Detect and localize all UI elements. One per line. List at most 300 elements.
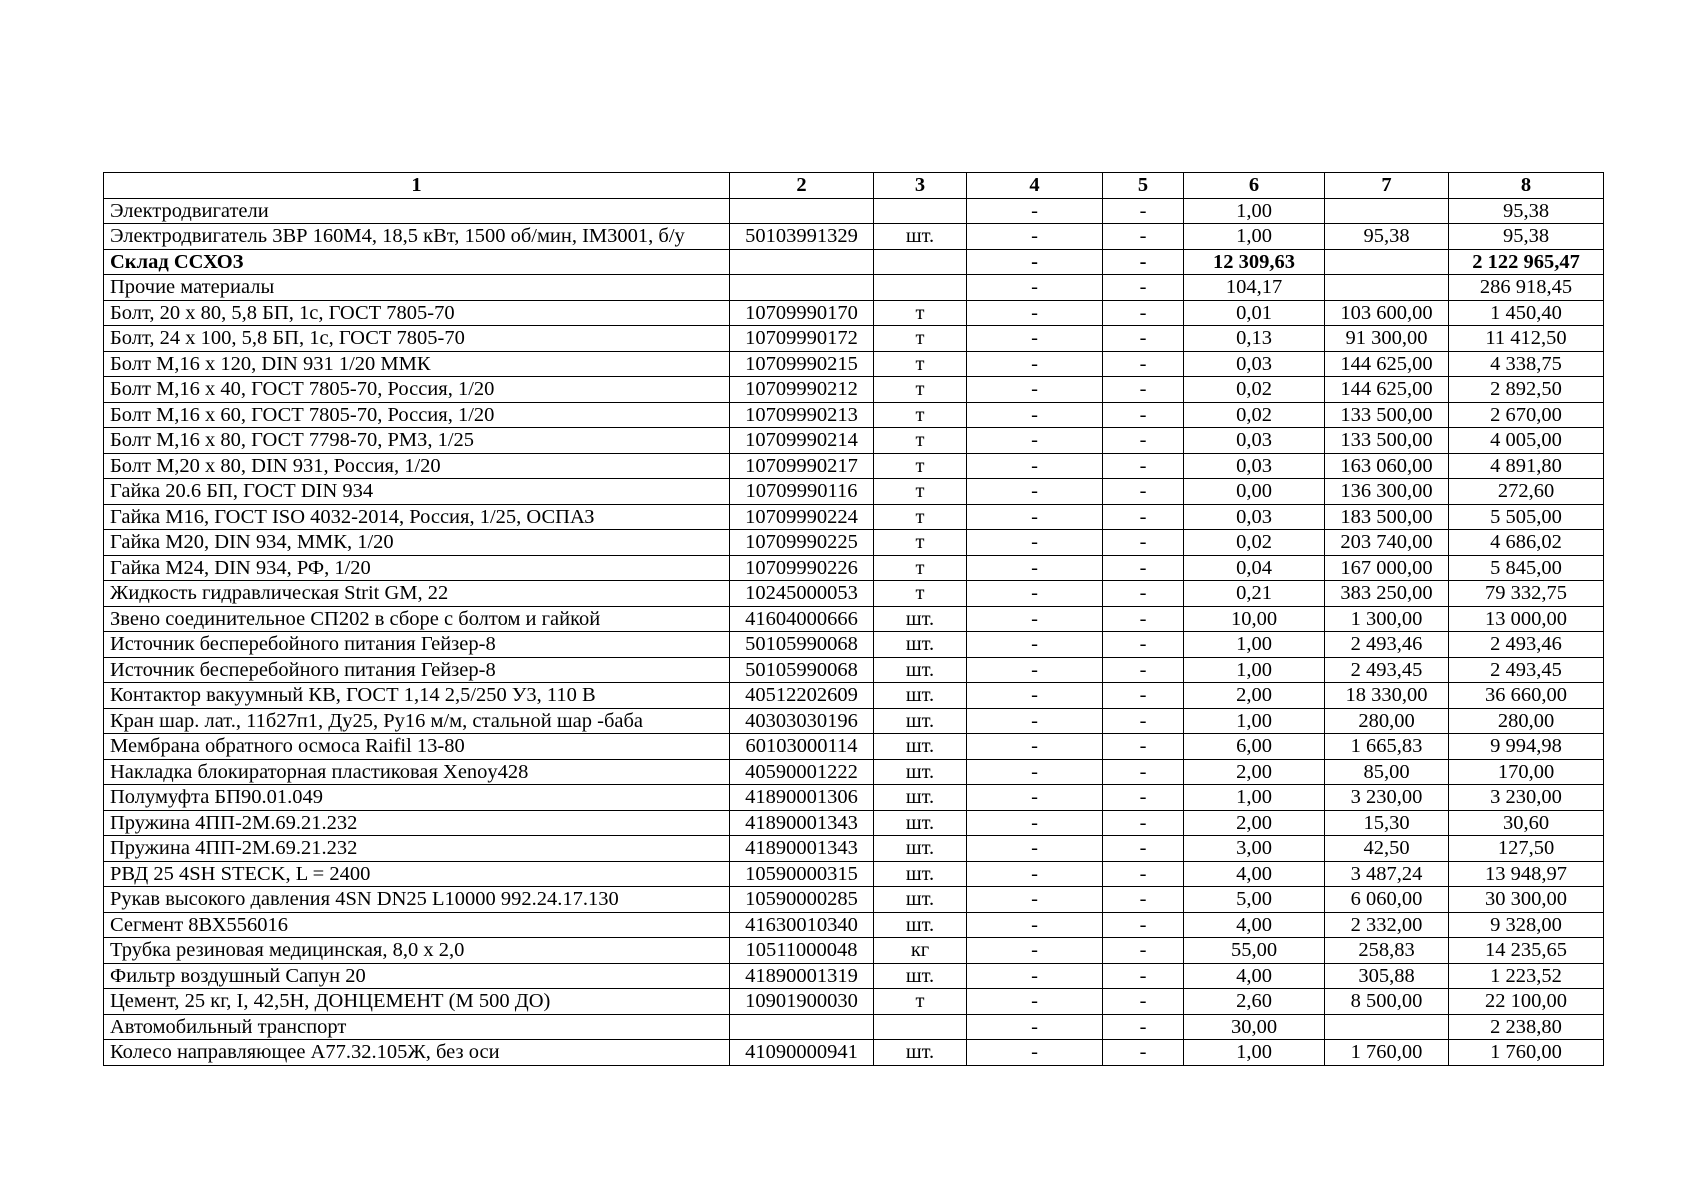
item-sum-cell: 4 891,80 [1449,453,1604,479]
item-code-cell: 41890001343 [730,836,874,862]
item-name-cell: Накладка блокираторная пластиковая Xenoy428 [104,759,730,785]
item-sum-cell: 11 412,50 [1449,326,1604,352]
item-sum-cell: 5 845,00 [1449,555,1604,581]
item-price-cell [1325,249,1449,275]
item-quantity-cell: 0,21 [1184,581,1325,607]
column-5-cell: - [1103,326,1184,352]
item-quantity-cell: 2,60 [1184,989,1325,1015]
item-name-cell: Гайка 20.6 БП, ГОСТ DIN 934 [104,479,730,505]
item-unit-cell: кг [874,938,967,964]
column-4-cell: - [967,479,1103,505]
item-price-cell: 42,50 [1325,836,1449,862]
item-price-cell: 203 740,00 [1325,530,1449,556]
column-5-cell: - [1103,377,1184,403]
item-code-cell: 40303030196 [730,708,874,734]
item-name-cell: Болт М,16 х 120, DIN 931 1/20 ММК [104,351,730,377]
table-row [104,708,1604,734]
header-cell-2: 2 [730,173,874,199]
item-price-cell: 85,00 [1325,759,1449,785]
column-4-cell: - [967,785,1103,811]
header-cell-3: 3 [874,173,967,199]
table-row [104,912,1604,938]
item-unit-cell: шт. [874,861,967,887]
item-price-cell: 133 500,00 [1325,428,1449,454]
item-price-cell: 305,88 [1325,963,1449,989]
item-quantity-cell: 1,00 [1184,1040,1325,1066]
item-unit-cell: шт. [874,632,967,658]
item-sum-cell: 272,60 [1449,479,1604,505]
header-cell-6: 6 [1184,173,1325,199]
item-unit-cell: шт. [874,224,967,250]
header-cell-7: 7 [1325,173,1449,199]
item-code-cell: 10709990225 [730,530,874,556]
item-code-cell: 10709990172 [730,326,874,352]
table-row [104,734,1604,760]
item-name-cell: Автомобильный транспорт [104,1014,730,1040]
item-code-cell: 41890001319 [730,963,874,989]
column-4-cell: - [967,734,1103,760]
column-5-cell: - [1103,224,1184,250]
item-code-cell: 10511000048 [730,938,874,964]
item-sum-cell: 2 670,00 [1449,402,1604,428]
item-code-cell: 10709990224 [730,504,874,530]
header-cell-4: 4 [967,173,1103,199]
item-code-cell: 10709990214 [730,428,874,454]
item-sum-cell: 4 686,02 [1449,530,1604,556]
item-unit-cell: т [874,479,967,505]
item-quantity-cell: 2,00 [1184,810,1325,836]
column-4-cell: - [967,632,1103,658]
column-5-cell: - [1103,989,1184,1015]
column-4-cell: - [967,555,1103,581]
item-name-cell: Жидкость гидравлическая Strit GM, 22 [104,581,730,607]
item-name-cell: Фильтр воздушный Сапун 20 [104,963,730,989]
item-quantity-cell: 0,03 [1184,351,1325,377]
table-row [104,989,1604,1015]
item-sum-cell: 1 450,40 [1449,300,1604,326]
item-price-cell: 15,30 [1325,810,1449,836]
item-name-cell: Пружина 4ПП-2М.69.21.232 [104,810,730,836]
item-name-cell: Склад ССХОЗ [104,249,730,275]
table-row [104,198,1604,224]
item-sum-cell: 5 505,00 [1449,504,1604,530]
item-code-cell: 41890001306 [730,785,874,811]
item-code-cell: 10709990217 [730,453,874,479]
item-unit-cell: шт. [874,606,967,632]
table-row [104,1040,1604,1066]
item-unit-cell: шт. [874,810,967,836]
item-name-cell: Гайка М20, DIN 934, ММК, 1/20 [104,530,730,556]
table-row [104,351,1604,377]
item-price-cell: 103 600,00 [1325,300,1449,326]
column-5-cell: - [1103,708,1184,734]
column-4-cell: - [967,836,1103,862]
column-5-cell: - [1103,861,1184,887]
item-sum-cell: 9 328,00 [1449,912,1604,938]
table-row [104,632,1604,658]
table-row [104,402,1604,428]
item-unit-cell [874,275,967,301]
item-price-cell: 3 230,00 [1325,785,1449,811]
item-price-cell [1325,275,1449,301]
table-row [104,836,1604,862]
item-quantity-cell: 5,00 [1184,887,1325,913]
item-quantity-cell: 3,00 [1184,836,1325,862]
item-price-cell: 383 250,00 [1325,581,1449,607]
item-name-cell: РВД 25 4SH STECK, L = 2400 [104,861,730,887]
item-name-cell: Контактор вакуумный КВ, ГОСТ 1,14 2,5/250 У3, 110 В [104,683,730,709]
item-code-cell: 10709990116 [730,479,874,505]
item-code-cell: 41090000941 [730,1040,874,1066]
item-price-cell: 280,00 [1325,708,1449,734]
item-sum-cell: 127,50 [1449,836,1604,862]
item-quantity-cell: 4,00 [1184,963,1325,989]
column-4-cell: - [967,989,1103,1015]
item-quantity-cell: 12 309,63 [1184,249,1325,275]
header-row [104,173,1604,199]
item-unit-cell: т [874,989,967,1015]
column-4-cell: - [967,657,1103,683]
column-5-cell: - [1103,198,1184,224]
item-sum-cell: 30 300,00 [1449,887,1604,913]
column-4-cell: - [967,530,1103,556]
item-name-cell: Болт М,20 х 80, DIN 931, Россия, 1/20 [104,453,730,479]
item-price-cell: 163 060,00 [1325,453,1449,479]
column-4-cell: - [967,606,1103,632]
item-code-cell [730,1014,874,1040]
table-row [104,377,1604,403]
item-price-cell: 95,38 [1325,224,1449,250]
item-name-cell: Болт М,16 х 80, ГОСТ 7798-70, РМЗ, 1/25 [104,428,730,454]
item-price-cell: 2 493,46 [1325,632,1449,658]
item-sum-cell: 286 918,45 [1449,275,1604,301]
item-name-cell: Электродвигатель 3ВР 160М4, 18,5 кВт, 1500 об/мин, IM3001, б/у [104,224,730,250]
table-row [104,581,1604,607]
item-unit-cell: шт. [874,657,967,683]
item-price-cell: 6 060,00 [1325,887,1449,913]
item-code-cell: 10590000285 [730,887,874,913]
item-sum-cell: 9 994,98 [1449,734,1604,760]
item-name-cell: Трубка резиновая медицинская, 8,0 х 2,0 [104,938,730,964]
item-unit-cell: т [874,453,967,479]
item-quantity-cell: 1,00 [1184,198,1325,224]
item-code-cell: 41604000666 [730,606,874,632]
item-quantity-cell: 0,04 [1184,555,1325,581]
table-row [104,224,1604,250]
item-sum-cell: 95,38 [1449,198,1604,224]
column-5-cell: - [1103,836,1184,862]
item-unit-cell: т [874,326,967,352]
item-code-cell: 40590001222 [730,759,874,785]
table-row [104,275,1604,301]
item-quantity-cell: 1,00 [1184,657,1325,683]
item-name-cell: Звено соединительное СП202 в сборе с болтом и гайкой [104,606,730,632]
column-4-cell: - [967,224,1103,250]
item-price-cell: 144 625,00 [1325,377,1449,403]
item-sum-cell: 280,00 [1449,708,1604,734]
column-4-cell: - [967,861,1103,887]
item-quantity-cell: 0,01 [1184,300,1325,326]
item-unit-cell: шт. [874,708,967,734]
item-name-cell: Цемент, 25 кг, I, 42,5Н, ДОНЦЕМЕНТ (М 500 ДО) [104,989,730,1015]
item-sum-cell: 2 493,45 [1449,657,1604,683]
item-sum-cell: 2 493,46 [1449,632,1604,658]
column-5-cell: - [1103,504,1184,530]
column-5-cell: - [1103,249,1184,275]
item-name-cell: Источник бесперебойного питания Гейзер-8 [104,632,730,658]
column-5-cell: - [1103,810,1184,836]
item-name-cell: Рукав высокого давления 4SN DN25 L10000 992.24.17.130 [104,887,730,913]
item-name-cell: Мембрана обратного осмоса Raifil 13-80 [104,734,730,760]
item-quantity-cell: 0,02 [1184,402,1325,428]
item-unit-cell: шт. [874,683,967,709]
item-unit-cell: т [874,402,967,428]
item-code-cell: 10245000053 [730,581,874,607]
item-code-cell: 10901900030 [730,989,874,1015]
item-unit-cell: т [874,504,967,530]
item-name-cell: Полумуфта БП90.01.049 [104,785,730,811]
item-quantity-cell: 0,03 [1184,504,1325,530]
item-code-cell [730,249,874,275]
column-4-cell: - [967,1014,1103,1040]
header-cell-1: 1 [104,173,730,199]
table-row [104,683,1604,709]
item-quantity-cell: 4,00 [1184,861,1325,887]
item-name-cell: Электродвигатели [104,198,730,224]
item-sum-cell: 14 235,65 [1449,938,1604,964]
column-5-cell: - [1103,530,1184,556]
table-row [104,606,1604,632]
column-4-cell: - [967,453,1103,479]
item-code-cell: 41630010340 [730,912,874,938]
column-4-cell: - [967,428,1103,454]
column-4-cell: - [967,581,1103,607]
item-price-cell: 18 330,00 [1325,683,1449,709]
item-code-cell: 60103000114 [730,734,874,760]
table-row [104,479,1604,505]
table-row [104,785,1604,811]
item-unit-cell [874,198,967,224]
item-name-cell: Гайка М16, ГОСТ ISO 4032-2014, Россия, 1/25, ОСПАЗ [104,504,730,530]
column-4-cell: - [967,963,1103,989]
item-name-cell: Болт, 24 х 100, 5,8 БП, 1с, ГОСТ 7805-70 [104,326,730,352]
item-price-cell: 167 000,00 [1325,555,1449,581]
item-sum-cell: 4 005,00 [1449,428,1604,454]
table-row [104,887,1604,913]
item-price-cell: 2 493,45 [1325,657,1449,683]
item-sum-cell: 79 332,75 [1449,581,1604,607]
column-4-cell: - [967,708,1103,734]
item-sum-cell: 2 122 965,47 [1449,249,1604,275]
table-body [104,198,1604,1065]
table-row [104,861,1604,887]
item-name-cell: Сегмент 8ВХ556016 [104,912,730,938]
column-4-cell: - [967,759,1103,785]
item-quantity-cell: 0,03 [1184,428,1325,454]
column-5-cell: - [1103,963,1184,989]
column-4-cell: - [967,810,1103,836]
item-name-cell: Болт, 20 х 80, 5,8 БП, 1с, ГОСТ 7805-70 [104,300,730,326]
table-row [104,963,1604,989]
item-quantity-cell: 0,00 [1184,479,1325,505]
item-quantity-cell: 0,03 [1184,453,1325,479]
table-row [104,428,1604,454]
item-price-cell: 183 500,00 [1325,504,1449,530]
item-price-cell: 1 760,00 [1325,1040,1449,1066]
column-4-cell: - [967,938,1103,964]
table-row [104,453,1604,479]
item-unit-cell: шт. [874,887,967,913]
column-4-cell: - [967,300,1103,326]
column-4-cell: - [967,402,1103,428]
item-quantity-cell: 1,00 [1184,632,1325,658]
column-5-cell: - [1103,683,1184,709]
item-name-cell: Прочие материалы [104,275,730,301]
item-unit-cell: т [874,555,967,581]
column-5-cell: - [1103,632,1184,658]
column-5-cell: - [1103,479,1184,505]
table-row [104,657,1604,683]
item-sum-cell: 1 760,00 [1449,1040,1604,1066]
item-unit-cell: т [874,351,967,377]
item-unit-cell: шт. [874,1040,967,1066]
column-5-cell: - [1103,453,1184,479]
item-sum-cell: 36 660,00 [1449,683,1604,709]
column-5-cell: - [1103,402,1184,428]
item-sum-cell: 1 223,52 [1449,963,1604,989]
item-sum-cell: 4 338,75 [1449,351,1604,377]
item-quantity-cell: 104,17 [1184,275,1325,301]
item-sum-cell: 3 230,00 [1449,785,1604,811]
item-sum-cell: 2 892,50 [1449,377,1604,403]
column-5-cell: - [1103,785,1184,811]
column-5-cell: - [1103,428,1184,454]
inventory-table [103,172,1604,1066]
item-quantity-cell: 6,00 [1184,734,1325,760]
item-name-cell: Кран шар. лат., 11б27п1, Ду25, Ру16 м/м, стальной шар -баба [104,708,730,734]
item-price-cell: 258,83 [1325,938,1449,964]
table-row [104,938,1604,964]
column-4-cell: - [967,275,1103,301]
item-price-cell: 133 500,00 [1325,402,1449,428]
item-code-cell: 10709990170 [730,300,874,326]
item-code-cell: 50103991329 [730,224,874,250]
column-5-cell: - [1103,606,1184,632]
table-row [104,326,1604,352]
table-row [104,759,1604,785]
item-quantity-cell: 0,02 [1184,377,1325,403]
column-5-cell: - [1103,275,1184,301]
item-quantity-cell: 55,00 [1184,938,1325,964]
item-name-cell: Болт М,16 х 40, ГОСТ 7805-70, Россия, 1/20 [104,377,730,403]
item-unit-cell: шт. [874,759,967,785]
item-quantity-cell: 2,00 [1184,759,1325,785]
item-sum-cell: 13 948,97 [1449,861,1604,887]
column-5-cell: - [1103,1014,1184,1040]
table-row [104,530,1604,556]
item-quantity-cell: 4,00 [1184,912,1325,938]
header-cell-8: 8 [1449,173,1604,199]
table-row [104,1014,1604,1040]
item-code-cell [730,275,874,301]
item-name-cell: Пружина 4ПП-2М.69.21.232 [104,836,730,862]
item-code-cell [730,198,874,224]
column-5-cell: - [1103,1040,1184,1066]
column-4-cell: - [967,351,1103,377]
item-code-cell: 50105990068 [730,657,874,683]
item-code-cell: 10709990213 [730,402,874,428]
item-price-cell [1325,1014,1449,1040]
item-quantity-cell: 1,00 [1184,785,1325,811]
column-4-cell: - [967,1040,1103,1066]
item-unit-cell: шт. [874,734,967,760]
item-unit-cell: т [874,377,967,403]
item-sum-cell: 22 100,00 [1449,989,1604,1015]
item-price-cell: 8 500,00 [1325,989,1449,1015]
table-row [104,504,1604,530]
item-price-cell: 1 300,00 [1325,606,1449,632]
column-5-cell: - [1103,734,1184,760]
column-5-cell: - [1103,300,1184,326]
item-quantity-cell: 30,00 [1184,1014,1325,1040]
item-code-cell: 41890001343 [730,810,874,836]
table-row [104,810,1604,836]
column-4-cell: - [967,887,1103,913]
item-code-cell: 10709990212 [730,377,874,403]
item-price-cell: 144 625,00 [1325,351,1449,377]
item-unit-cell: шт. [874,963,967,989]
item-sum-cell: 170,00 [1449,759,1604,785]
column-4-cell: - [967,326,1103,352]
item-unit-cell: т [874,581,967,607]
header-cell-5: 5 [1103,173,1184,199]
item-name-cell: Источник бесперебойного питания Гейзер-8 [104,657,730,683]
item-code-cell: 10709990215 [730,351,874,377]
item-price-cell: 91 300,00 [1325,326,1449,352]
item-quantity-cell: 1,00 [1184,708,1325,734]
column-4-cell: - [967,912,1103,938]
item-unit-cell: т [874,300,967,326]
item-code-cell: 10590000315 [730,861,874,887]
item-unit-cell: шт. [874,912,967,938]
table-row [104,249,1604,275]
column-5-cell: - [1103,912,1184,938]
item-price-cell: 2 332,00 [1325,912,1449,938]
item-unit-cell [874,1014,967,1040]
column-4-cell: - [967,504,1103,530]
item-name-cell: Гайка М24, DIN 934, РФ, 1/20 [104,555,730,581]
item-code-cell: 40512202609 [730,683,874,709]
column-5-cell: - [1103,581,1184,607]
column-5-cell: - [1103,938,1184,964]
item-sum-cell: 95,38 [1449,224,1604,250]
item-unit-cell: т [874,428,967,454]
column-5-cell: - [1103,759,1184,785]
item-quantity-cell: 1,00 [1184,224,1325,250]
item-sum-cell: 2 238,80 [1449,1014,1604,1040]
column-4-cell: - [967,683,1103,709]
item-code-cell: 10709990226 [730,555,874,581]
item-sum-cell: 13 000,00 [1449,606,1604,632]
item-price-cell: 136 300,00 [1325,479,1449,505]
item-quantity-cell: 0,13 [1184,326,1325,352]
table-row [104,555,1604,581]
column-5-cell: - [1103,657,1184,683]
column-5-cell: - [1103,351,1184,377]
column-4-cell: - [967,198,1103,224]
item-quantity-cell: 10,00 [1184,606,1325,632]
column-4-cell: - [967,249,1103,275]
